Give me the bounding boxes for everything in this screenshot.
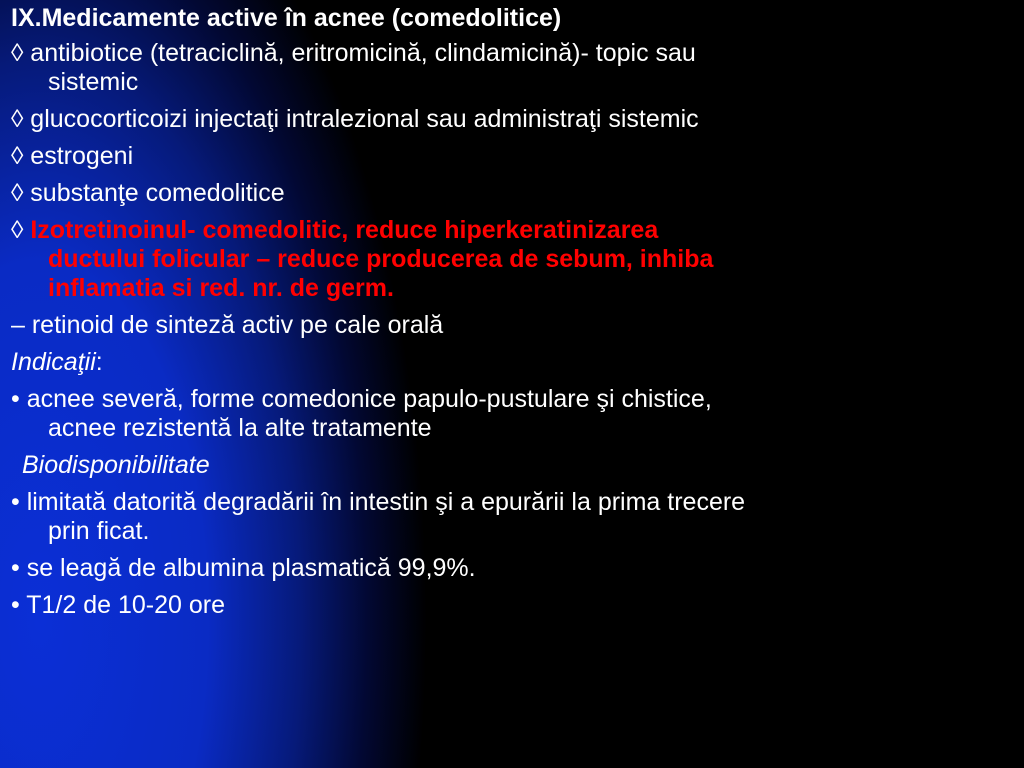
bio-item-limited: • limitată datorită degradării în intestin şi a epurării la prima trecere — [11, 488, 746, 516]
bio-item-albumin: • se leagă de albumina plasmatică 99,9%. — [11, 554, 476, 582]
indications-colon: : — [95, 348, 103, 376]
indications-label: Indicaţii — [11, 348, 96, 376]
bio-item-limited-cont: prin ficat. — [48, 517, 150, 545]
list-item — [11, 488, 1017, 546]
indication-severe-acne: • acnee severă, forme comedonice papulo-pustulare şi chistice, — [11, 385, 712, 413]
list-item — [11, 385, 1017, 443]
highlight-isotretinoin — [11, 216, 1017, 303]
item-antibiotics-cont: sistemic — [48, 68, 139, 96]
slide-title: IX.Medicamente active în acnee (comedolitice) — [11, 4, 562, 32]
item-estrogens: ◊ estrogeni — [11, 142, 134, 170]
highlight-line-1: Izotretinoinul- comedolitic, reduce hiperkeratinizarea — [30, 216, 659, 244]
slide-content — [11, 4, 1017, 620]
item-antibiotics: ◊ antibiotice (tetraciclină, eritromicină, clindamicină)- topic sau — [11, 39, 696, 67]
bio-item-half-life: • T1/2 de 10-20 ore — [11, 591, 225, 619]
highlight-line-2: ductului folicular – reduce producerea de sebum, inhiba — [48, 245, 714, 273]
indications-heading — [11, 348, 1017, 377]
highlight-line-3: inflamatia si red. nr. de germ. — [48, 274, 394, 302]
list-item — [11, 39, 1017, 97]
diamond-bullet-icon: ◊ — [11, 216, 31, 244]
item-glucocorticoids: ◊ glucocorticoizi injectaţi intralezional sau administraţi sistemic — [11, 105, 699, 133]
bioavailability-heading: Biodisponibilitate — [22, 451, 210, 479]
indication-severe-acne-cont: acnee rezistentă la alte tratamente — [48, 414, 432, 442]
retinoid-line: – retinoid de sinteză activ pe cale orală — [11, 311, 444, 339]
item-comedolytics: ◊ substanţe comedolitice — [11, 179, 285, 207]
